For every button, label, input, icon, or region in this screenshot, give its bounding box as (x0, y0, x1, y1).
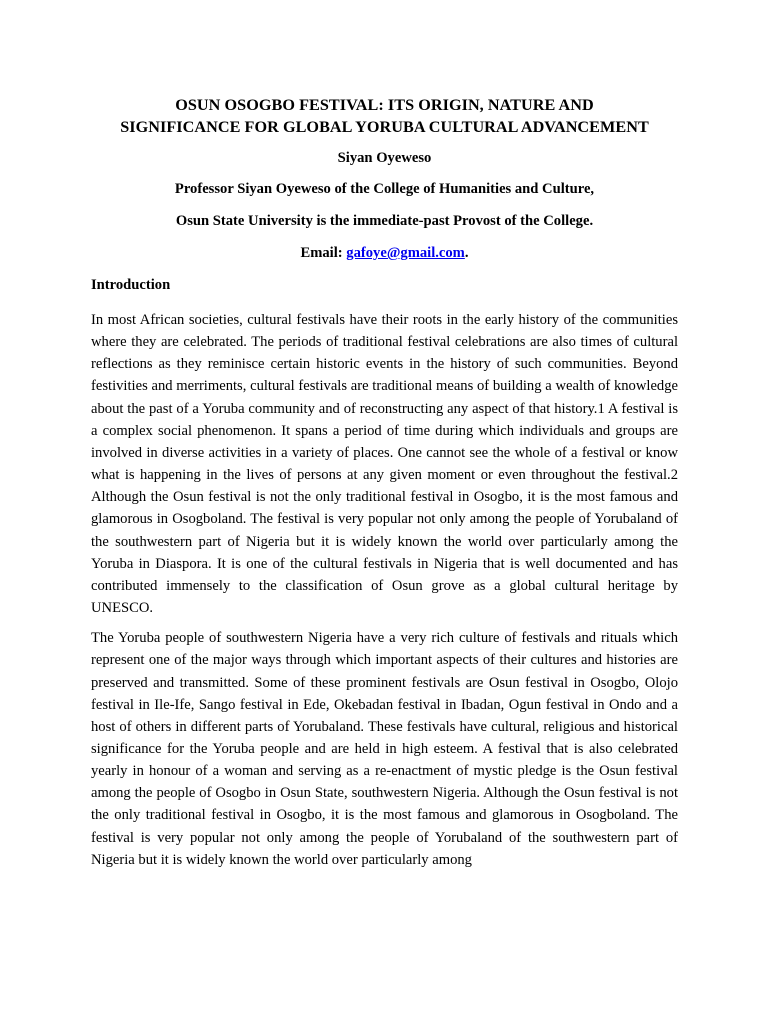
email-suffix: . (464, 245, 469, 261)
body-paragraph-1: In most African societies, cultural festivals have their roots in the early history of the communities where they are celebrated. The periods of traditional festival celebrations are also times of cultural reflections as they reminisce certain historic events in the history of such communities. Beyond festivities and merriments, cultural festivals are traditional means of building a wealth of knowledge about the past of a Yoruba community and of reconstructing any aspect of that history.1 A festival is a complex social phenomenon. It spans a period of time during which individuals and groups are involved in diverse activities in a variety of places. One cannot see the whole of a festival or know what is happening in the lives of persons at any given moment or even throughout the festival.2 Although the Osun festival is not the only traditional festival in Osogbo, it is the most famous and glamorous in Osogboland. The festival is very popular not only among the people of Yorubaland of the southwestern part of Nigeria but it is widely known the world over particularly among the Yoruba in Diaspora. It is one of the cultural festivals in Nigeria that is well documented and has contributed immensely to the classification of Osun grove as a global cultural heritage by UNESCO. (91, 312, 678, 617)
document-page (91, 94, 678, 879)
title-line-1: OSUN OSOGBO FESTIVAL: ITS ORIGIN, NATURE AND (175, 96, 594, 114)
affiliation-line-1: Professor Siyan Oyeweso of the College of Humanities and Culture, (174, 181, 595, 197)
title-line-2: SIGNIFICANCE FOR GLOBAL YORUBA CULTURAL ADVANCEMENT (120, 118, 649, 136)
email-line (91, 245, 678, 262)
section-heading: Introduction (91, 277, 171, 293)
document-title (91, 94, 678, 138)
email-label: Email: (300, 245, 347, 261)
affiliation-line-2: Osun State University is the immediate-past Provost of the College. (175, 213, 594, 229)
email-link[interactable]: gafoye@gmail.com (346, 245, 465, 261)
author-name: Siyan Oyeweso (337, 150, 432, 166)
body-paragraph-2: The Yoruba people of southwestern Nigeria have a very rich culture of festivals and rituals which represent one of the major ways through which important aspects of their cultures and histories are preserved and transmitted. Some of these prominent festivals are Osun festival in Osogbo, Olojo festival in Ile-Ife, Sango festival in Ede, Okebadan festival in Ibadan, Ogun festival in Ondo and a host of others in different parts of Yorubaland. These festivals have cultural, religious and historical significance for the Yoruba people and are held in high esteem. A festival that is also celebrated yearly in honour of a woman and serving as a re-enactment of mystic pledge is the Osun festival among the people of Osogbo in Osun State, southwestern Nigeria. Although the Osun festival is not the only traditional festival in Osogbo, it is the most famous and glamorous in Osogboland. The festival is very popular not only among the people of Yorubaland of the southwestern part of Nigeria but it is widely known the world over particularly among (91, 630, 678, 868)
